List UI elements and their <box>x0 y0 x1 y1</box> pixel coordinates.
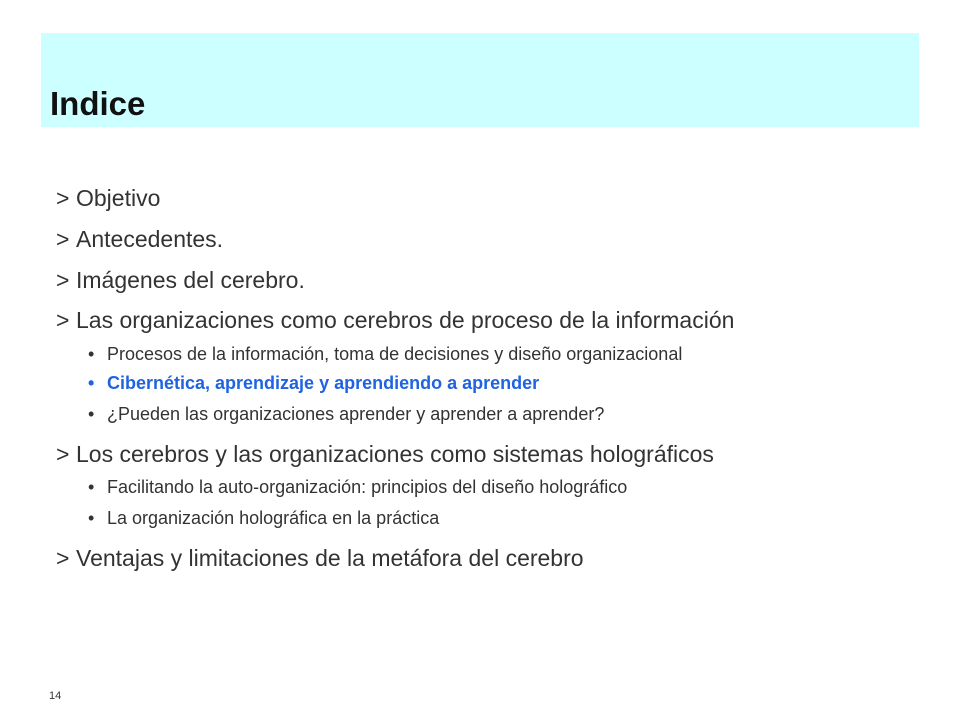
bullet-icon: • <box>88 477 95 497</box>
slide-title: Indice <box>50 85 146 122</box>
sub-item-practica <box>88 507 439 529</box>
index-item-label: Los cerebros y las organizaciones como sistemas holográficos <box>76 441 714 467</box>
arrow-marker-icon: > <box>56 185 70 211</box>
sub-item-label: La organización holográfica en la práctica <box>107 508 440 528</box>
arrow-marker-icon: > <box>56 226 70 252</box>
bullet-icon: • <box>88 344 95 364</box>
bullet-icon: • <box>88 373 95 393</box>
sub-item-label: Procesos de la información, toma de decisiones y diseño organizacional <box>107 344 683 364</box>
sub-item-pueden-aprender <box>88 403 604 425</box>
sub-item-cibernetica <box>88 372 539 394</box>
bullet-icon: • <box>88 508 95 528</box>
sub-item-label: Facilitando la auto-organización: principios del diseño holográfico <box>107 477 628 497</box>
index-item-antecedentes <box>56 225 223 253</box>
index-item-objetivo <box>56 184 160 212</box>
arrow-marker-icon: > <box>56 307 70 333</box>
index-item-label: Las organizaciones como cerebros de proceso de la información <box>76 307 735 333</box>
page-number: 14 <box>49 690 62 702</box>
index-item-label: Imágenes del cerebro. <box>76 267 305 293</box>
index-item-label: Ventajas y limitaciones de la metáfora del cerebro <box>76 545 584 571</box>
bullet-icon: • <box>88 404 95 424</box>
sub-item-label: Cibernética, aprendizaje y aprendiendo a aprender <box>107 373 540 393</box>
index-item-label: Antecedentes. <box>76 226 224 252</box>
sub-item-procesos <box>88 343 682 365</box>
arrow-marker-icon: > <box>56 441 70 467</box>
sub-item-auto-organizacion <box>88 476 627 498</box>
arrow-marker-icon: > <box>56 545 70 571</box>
arrow-marker-icon: > <box>56 267 70 293</box>
index-item-imagenes <box>56 266 305 294</box>
title-bar <box>41 33 919 127</box>
index-item-organizaciones-cerebros <box>56 306 734 334</box>
index-item-holograficos <box>56 440 714 468</box>
sub-item-label: ¿Pueden las organizaciones aprender y aprender a aprender? <box>107 404 605 424</box>
index-item-ventajas <box>56 544 584 572</box>
index-item-label: Objetivo <box>76 185 161 211</box>
